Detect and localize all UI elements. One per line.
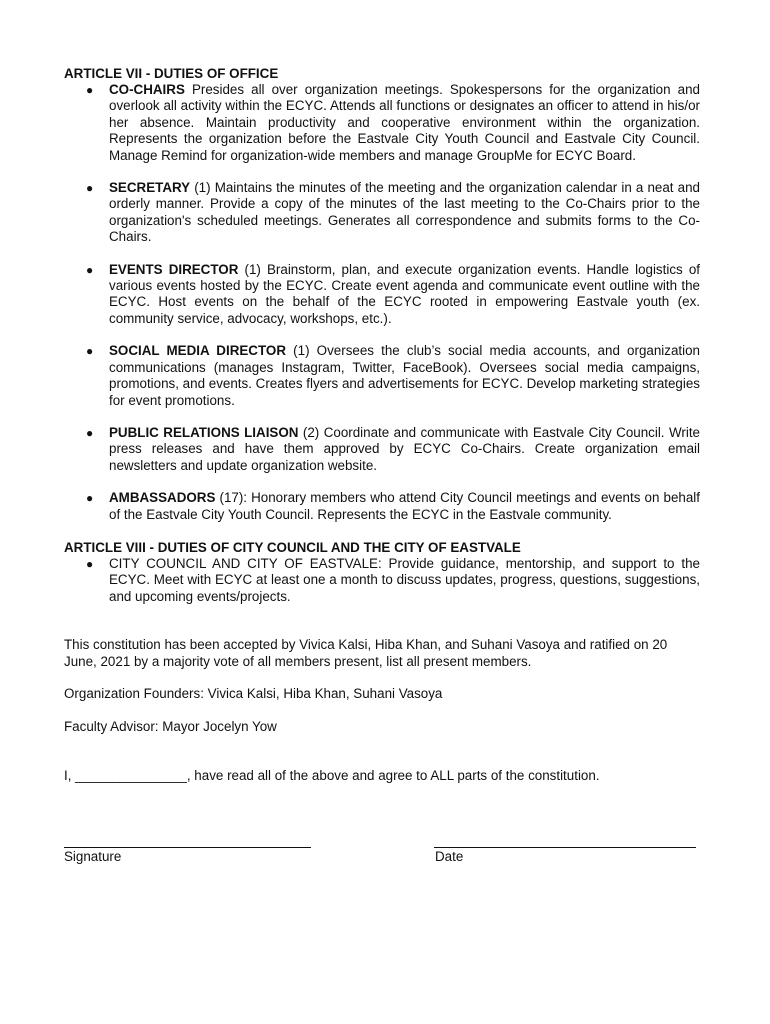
bullet-icon: ● — [86, 262, 94, 277]
agreement-line: I, _______________, have read all of the above and agree to ALL parts of the constitution. — [64, 768, 600, 783]
office-title: EVENTS DIRECTOR — [109, 261, 239, 277]
office-title: CO-CHAIRS — [109, 82, 185, 97]
office-title: SOCIAL MEDIA DIRECTOR — [109, 343, 286, 359]
bullet-icon: ● — [86, 425, 94, 440]
duties-of-office-list — [64, 82, 700, 523]
office-description: (1) Oversees the club’s social media accounts, and organization communications (manages Instagram, Twitter, FaceBook). Oversees social media campaigns, promotions, and events. Creates flyers and advertisements for ECYC. Develop marketing strategies for event promotions. — [109, 343, 701, 408]
bullet-icon: ● — [86, 491, 94, 506]
list-item-secretary — [64, 180, 700, 246]
bullet-icon: ● — [86, 344, 94, 359]
office-title: PUBLIC RELATIONS LIAISON — [109, 424, 299, 440]
ratification-paragraph: This constitution has been accepted by Vivica Kalsi, Hiba Khan, and Suhani Vasoya and ratified on 20 June, 2021 by a majority vote of all members present, list all present members. — [64, 637, 668, 669]
bullet-icon: ● — [86, 83, 94, 97]
duty-description: CITY COUNCIL AND CITY OF EASTVALE: Provide guidance, mentorship, and support to the ECYC. Meet with ECYC at least one a month to discuss updates, progress, questions, suggestions, and upcoming events/projects. — [109, 556, 700, 604]
office-description: Presides all over organization meetings. Spokespersons for the organization and overlook all activity within the ECYC. Attends all functions or designates an officer to attend in his/or her absence. Maintain productivity and cooperative environment within the organization. Represents the organization before the Eastvale City Youth Council and Eastvale City Council. Manage Remind for organization-wide members and manage GroupMe for ECYC Board. — [109, 82, 700, 163]
date-label: Date — [435, 849, 464, 864]
bullet-icon: ● — [86, 557, 94, 571]
list-item-ambassadors — [64, 490, 700, 523]
list-item-public-relations-liaison — [64, 425, 700, 474]
office-description: (17): Honorary members who attend City Council meetings and events on behalf of the Eastvale City Youth Council. Represents the ECYC in the Eastvale community. — [109, 490, 700, 522]
office-title: SECRETARY — [109, 180, 191, 196]
city-council-duties-list — [64, 556, 700, 605]
office-description: (1) Maintains the minutes of the meeting and the organization calendar in a neat and orderly manner. Provide a copy of the minutes of the last meeting to the Co-Chairs prior to the organization's scheduled meetings. Generates all correspondence and submits forms to the Co-Chairs. — [109, 180, 700, 245]
bullet-icon: ● — [86, 181, 94, 196]
founders-line: Organization Founders: Vivica Kalsi, Hiba Khan, Suhani Vasoya — [64, 686, 443, 701]
office-title: AMBASSADORS — [109, 490, 216, 506]
signature-line — [64, 847, 311, 848]
office-description: (1) Brainstorm, plan, and execute organization events. Handle logistics of various events hosted by the ECYC. Create event agenda and communicate event outline with the ECYC. Host events on the behalf of the ECYC rooted in empowering Eastvale youth (ex. community service, advocacy, workshops, etc.). — [109, 261, 701, 326]
date-line — [434, 847, 696, 848]
list-item-city-council — [64, 556, 700, 605]
signature-label: Signature — [64, 849, 122, 864]
article-vii-heading: ARTICLE VII - DUTIES OF OFFICE — [64, 66, 279, 81]
office-description: (2) Coordinate and communicate with Eastvale City Council. Write press releases and have them approved by ECYC Co-Chairs. Create organization email newsletters and update organization website. — [109, 424, 700, 473]
advisor-line: Faculty Advisor: Mayor Jocelyn Yow — [64, 719, 277, 734]
article-viii-heading: ARTICLE VIII - DUTIES OF CITY COUNCIL AND THE CITY OF EASTVALE — [64, 540, 521, 555]
list-item-co-chairs — [64, 82, 700, 164]
list-item-social-media-director — [64, 343, 700, 409]
list-item-events-director — [64, 262, 700, 328]
